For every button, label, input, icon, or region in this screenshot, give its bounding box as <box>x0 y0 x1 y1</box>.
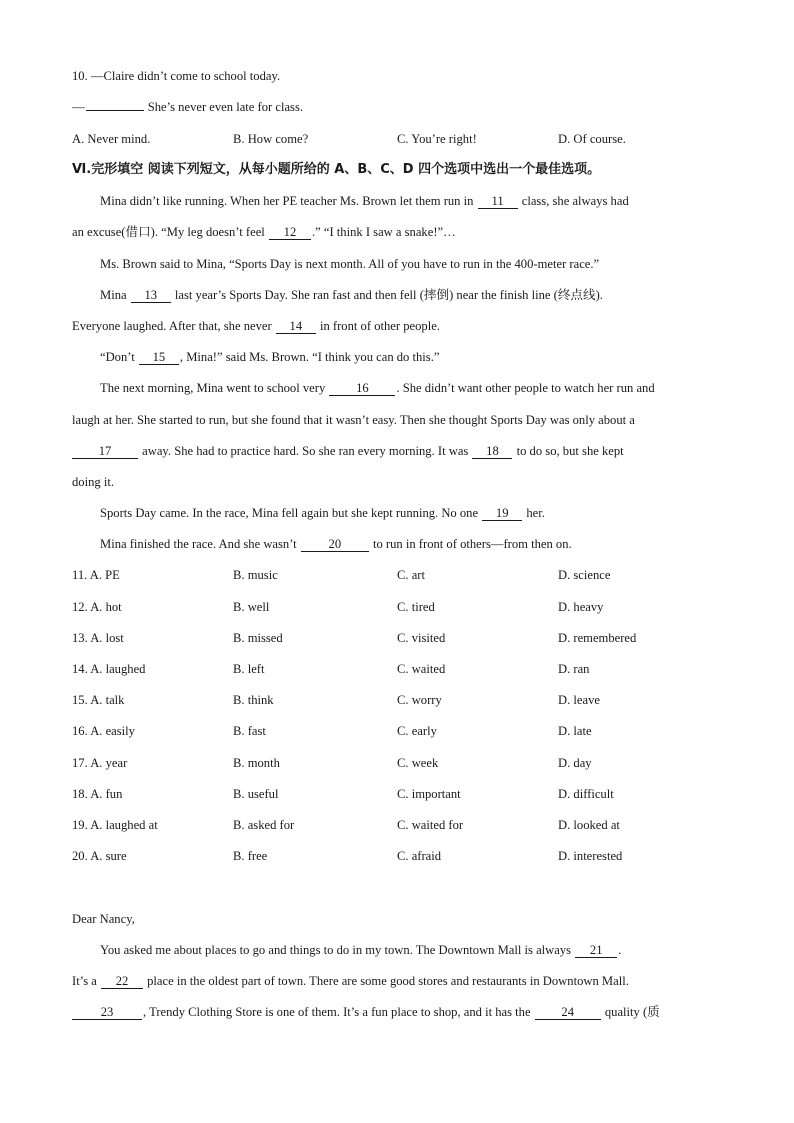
blank-11: 11 <box>478 194 518 209</box>
choice-20-a: 20. A. sure <box>72 849 127 863</box>
blank-13: 13 <box>131 288 171 303</box>
section-6-heading: Ⅵ.完形填空 阅读下列短文，从每小题所给的 A、B、C、D 四个选项中选出一个最佳选项。 <box>72 162 601 177</box>
blank-17: 17 <box>72 444 138 459</box>
passage-line: 17 away. She had to practice hard. So she ran every morning. It was 18 to do so, but she kept <box>72 443 722 459</box>
choice-11-a: 11. A. PE <box>72 568 120 582</box>
blank-14: 14 <box>276 319 316 334</box>
choice-13-b: B. missed <box>233 631 283 645</box>
choice-20-b: B. free <box>233 849 268 863</box>
q10-question: 10. —Claire didn’t come to school today. <box>72 69 281 83</box>
choice-18-b: B. useful <box>233 787 279 801</box>
choice-17-a: 17. A. year <box>72 756 128 770</box>
choice-16-b: B. fast <box>233 724 266 738</box>
choice-12-a: 12. A. hot <box>72 600 122 614</box>
choice-12-b: B. well <box>233 600 270 614</box>
blank-12: 12 <box>269 225 311 240</box>
blank-23: 23 <box>72 1005 142 1020</box>
choice-13-d: D. remembered <box>558 631 637 645</box>
letter-line: 23 , Trendy Clothing Store is one of them. It’s a fun place to shop, and it has the 24 quality (质 <box>72 1004 722 1020</box>
passage-line: Mina finished the race. And she wasn’t 20 to run in front of others—from then on. <box>100 537 572 551</box>
choice-16-c: C. early <box>397 724 437 738</box>
q10-reply: — She’s never even late for class. <box>72 100 304 114</box>
q10-option-b: B. How come? <box>233 132 309 146</box>
blank-16: 16 <box>329 381 395 396</box>
passage-line: Everyone laughed. After that, she never 14 in front of other people. <box>72 319 440 333</box>
passage-line: Mina didn’t like running. When her PE teacher Ms. Brown let them run in 11 class, she always had <box>100 194 629 208</box>
choice-18-d: D. difficult <box>558 787 614 801</box>
choice-19-b: B. asked for <box>233 818 295 832</box>
choice-16-d: D. late <box>558 724 592 738</box>
blank-24: 24 <box>535 1005 601 1020</box>
choice-14-b: B. left <box>233 662 265 676</box>
passage-line: an excuse(借口). “My leg doesn’t feel 12 .” “I think I saw a snake!”… <box>72 225 456 239</box>
choice-15-c: C. worry <box>397 693 442 707</box>
blank-22: 22 <box>101 974 143 989</box>
blank-15: 15 <box>139 350 179 365</box>
letter-greeting: Dear Nancy, <box>72 912 135 926</box>
choice-19-c: C. waited for <box>397 818 464 832</box>
blank-21: 21 <box>575 943 617 958</box>
choice-19-a: 19. A. laughed at <box>72 818 158 832</box>
choice-17-d: D. day <box>558 756 592 770</box>
choice-12-d: D. heavy <box>558 600 604 614</box>
q10-option-c: C. You’re right! <box>397 132 477 146</box>
choice-18-a: 18. A. fun <box>72 787 123 801</box>
choice-17-c: C. week <box>397 756 439 770</box>
passage-line: doing it. <box>72 475 114 489</box>
choice-12-c: C. tired <box>397 600 435 614</box>
choice-20-d: D. interested <box>558 849 623 863</box>
choice-13-c: C. visited <box>397 631 446 645</box>
choice-11-c: C. art <box>397 568 425 582</box>
q10-option-d: D. Of course. <box>558 132 626 146</box>
blank-20: 20 <box>301 537 369 552</box>
passage-line: laugh at her. She started to run, but she found that it wasn’t easy. Then she thought Sports Day was only about a <box>72 413 635 427</box>
choice-14-d: D. ran <box>558 662 590 676</box>
choice-15-d: D. leave <box>558 693 600 707</box>
blank-19: 19 <box>482 506 522 521</box>
choice-20-c: C. afraid <box>397 849 442 863</box>
blank-18: 18 <box>472 444 512 459</box>
letter-line: It’s a 22 place in the oldest part of town. There are some good stores and restaurants in Downtown Mall. <box>72 974 629 988</box>
choice-15-b: B. think <box>233 693 274 707</box>
choice-18-c: C. important <box>397 787 461 801</box>
choice-13-a: 13. A. lost <box>72 631 124 645</box>
choice-11-b: B. music <box>233 568 278 582</box>
passage-line: Mina 13 last year’s Sports Day. She ran fast and then fell (摔倒) near the finish line (终点线). <box>100 288 603 302</box>
choice-17-b: B. month <box>233 756 280 770</box>
passage-line: Sports Day came. In the race, Mina fell again but she kept running. No one 19 her. <box>100 506 545 520</box>
passage-line: Ms. Brown said to Mina, “Sports Day is next month. All of you have to run in the 400-meter race.” <box>100 257 600 271</box>
q10-option-a: A. Never mind. <box>72 132 151 146</box>
passage-line: “Don’t 15 , Mina!” said Ms. Brown. “I think you can do this.” <box>100 350 440 364</box>
choice-19-d: D. looked at <box>558 818 620 832</box>
choice-11-d: D. science <box>558 568 611 582</box>
choice-16-a: 16. A. easily <box>72 724 135 738</box>
letter-line: You asked me about places to go and things to do in my town. The Downtown Mall is always 21 . <box>100 943 622 957</box>
choice-14-c: C. waited <box>397 662 446 676</box>
choice-15-a: 15. A. talk <box>72 693 125 707</box>
passage-line: The next morning, Mina went to school very 16 . She didn’t want other people to watch her run and <box>100 381 655 395</box>
choice-14-a: 14. A. laughed <box>72 662 146 676</box>
q10-blank <box>86 110 144 111</box>
